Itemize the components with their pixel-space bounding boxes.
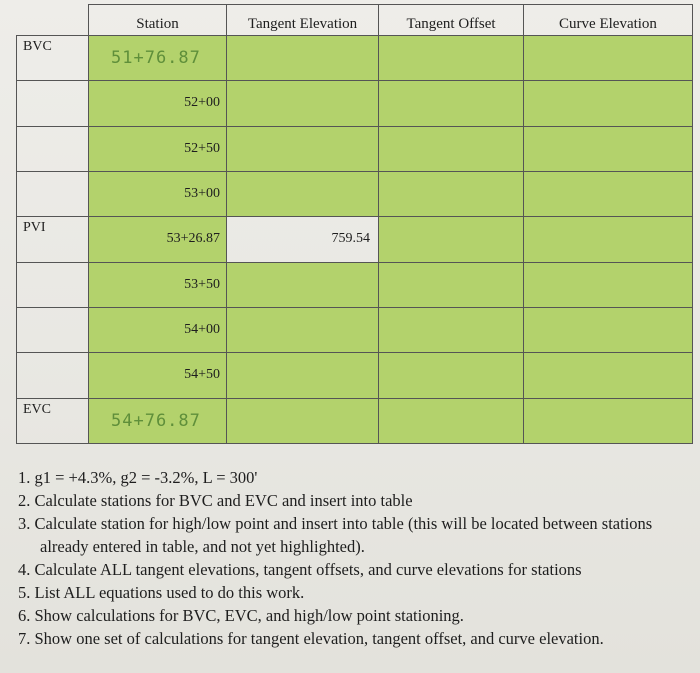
curve-elevation-cell: [524, 353, 693, 398]
instruction-list: [18, 466, 686, 650]
tangent-offset-cell: [379, 171, 524, 216]
tangent-offset-cell: [379, 398, 524, 443]
tangent-offset-cell: [379, 307, 524, 352]
point-label: PVI: [17, 217, 89, 262]
header-label: [17, 5, 89, 36]
table-body: [17, 36, 693, 444]
vertical-curve-table: [16, 4, 693, 444]
curve-elevation-cell: [524, 171, 693, 216]
tangent-elevation-cell: [227, 81, 379, 126]
station-cell: 53+00: [89, 171, 227, 216]
tangent-offset-cell: [379, 36, 524, 81]
curve-elevation-cell: [524, 307, 693, 352]
station-cell: 54+76.87: [89, 398, 227, 443]
header-tangent-elevation: Tangent Elevation: [227, 5, 379, 36]
station-cell: 52+00: [89, 81, 227, 126]
station-cell: 52+50: [89, 126, 227, 171]
point-label: [17, 307, 89, 352]
curve-elevation-cell: [524, 36, 693, 81]
instruction-item: 7. Show one set of calculations for tangent elevation, tangent offset, and curve elevation.: [18, 629, 604, 648]
tangent-offset-cell: [379, 353, 524, 398]
tangent-offset-cell: [379, 126, 524, 171]
point-label: BVC: [17, 36, 89, 81]
tangent-offset-cell: [379, 81, 524, 126]
point-label: [17, 353, 89, 398]
tangent-offset-cell: [379, 262, 524, 307]
curve-elevation-cell: [524, 398, 693, 443]
instruction-item: 5. List ALL equations used to do this work.: [18, 583, 305, 602]
point-label: [17, 81, 89, 126]
station-cell: 53+26.87: [89, 217, 227, 262]
table-header-row: [17, 5, 693, 36]
station-cell: 54+50: [89, 353, 227, 398]
tangent-offset-cell: [379, 217, 524, 262]
header-station: Station: [89, 5, 227, 36]
curve-elevation-cell: [524, 262, 693, 307]
tangent-elevation-cell: [227, 36, 379, 81]
instruction-item: 3. Calculate station for high/low point and insert into table (this will be located between stations already entered in table, and not yet highlighted).: [18, 514, 653, 556]
curve-elevation-cell: [524, 126, 693, 171]
tangent-elevation-cell: [227, 262, 379, 307]
tangent-elevation-cell: 759.54: [227, 217, 379, 262]
tangent-elevation-cell: [227, 307, 379, 352]
tangent-elevation-cell: [227, 171, 379, 216]
station-cell: 54+00: [89, 307, 227, 352]
instruction-item: 2. Calculate stations for BVC and EVC and insert into table: [18, 491, 413, 510]
station-cell: 51+76.87: [89, 36, 227, 81]
instruction-item: 4. Calculate ALL tangent elevations, tangent offsets, and curve elevations for stations: [18, 560, 582, 579]
curve-elevation-cell: [524, 217, 693, 262]
header-curve-elevation: Curve Elevation: [524, 5, 693, 36]
instruction-item: 6. Show calculations for BVC, EVC, and high/low point stationing.: [18, 606, 464, 625]
tangent-elevation-cell: [227, 126, 379, 171]
curve-elevation-cell: [524, 81, 693, 126]
tangent-elevation-cell: [227, 353, 379, 398]
instruction-item: 1. g1 = +4.3%, g2 = -3.2%, L = 300': [18, 468, 258, 487]
point-label: [17, 126, 89, 171]
header-tangent-offset: Tangent Offset: [379, 5, 524, 36]
point-label: [17, 171, 89, 216]
station-cell: 53+50: [89, 262, 227, 307]
point-label: [17, 262, 89, 307]
point-label: EVC: [17, 398, 89, 443]
tangent-elevation-cell: [227, 398, 379, 443]
